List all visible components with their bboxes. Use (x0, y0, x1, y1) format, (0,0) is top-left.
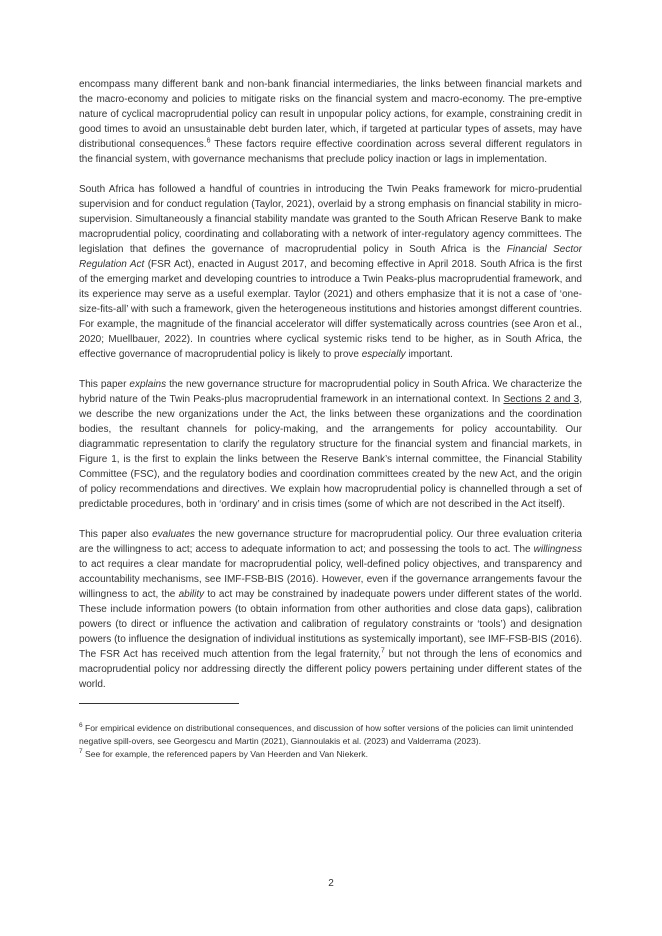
text-run: This paper also (79, 529, 153, 540)
italic-text: willingness (533, 544, 582, 555)
section-cross-reference-link[interactable]: Sections 2 and 3 (503, 394, 580, 405)
footnote-separator (79, 703, 239, 704)
text-run: These factors require effective coordination across several different regulators in the financial system, with governance mechanisms that preclude policy inaction or lags in implementation. (79, 139, 583, 165)
text-run: South Africa has followed a handful of countries in introducing the Twin Peaks framework for micro-prudential supervision and for conduct regulation (Taylor, 2021), overlaid by a strong emphasis on financial stability in micro-supervision. Simultaneously a financial stability mandate was granted to the South African Reserve Bank to make macroprudential policy, coordinating and collaborating with a network of inter-regulatory agency committees. The legislation that defines the governance of macroprudential policy in South Africa is the (79, 184, 582, 255)
italic-text: evaluates (152, 529, 195, 540)
italic-text: ability (178, 589, 205, 600)
text-run: the new governance structure for macroprudential policy. Our three evaluation criteria are the willingness to act; access to adequate information to act; and possessing the tools to act. The (79, 529, 582, 555)
body-paragraph (79, 377, 582, 512)
text-run: the new governance structure for macroprudential policy in South Africa. We characterize the hybrid nature of the Twin Peaks-plus macroprudential framework in an international context. In (79, 379, 583, 405)
italic-text: especially (361, 349, 406, 360)
text-run: (FSR Act), enacted in August 2017, and becoming effective in April 2018. South Africa is the first of the emerging market and developing countries to introduce a Twin Peaks-plus macroprudential framework, and its experience may serve as a useful exemplar. Taylor (2021) and others emphasize that it is not a case of ‘one-size-fits-all’ with such a framework, given the heterogeneous institutions and histories amongst different countries. For example, the magnitude of the financial accelerator will differ systematically across countries (see Aron et al., 2020; Muellbauer, 2022). In countries where cyclical systemic risks tend to be higher, as in South Africa, the effective governance of macroprudential policy is likely to prove (79, 259, 583, 360)
text-run: important. (405, 349, 453, 360)
footnotes-section (79, 722, 582, 761)
italic-text: Financial Sector Regulation Act (79, 244, 583, 270)
footnote-marker: 7 (79, 748, 83, 756)
text-run: but not through the lens of economics and macroprudential policy nor addressing directly the different policy powers pertaining under different states of the world. (79, 649, 582, 690)
footnote (79, 748, 582, 761)
footnote-marker: 6 (79, 722, 83, 730)
footnote-marker: 6 (206, 137, 211, 145)
text-run: See for example, the referenced papers by Van Heerden and Van Niekerk. (82, 749, 368, 759)
text-run: encompass many different bank and non-bank financial intermediaries, the links between financial markets and the macro-economy and policies to mitigate risks on the financial system and macro-economy. The pre-emptive nature of cyclical macroprudential policy can result in unpopular policy actions, for example, constraining credit in good times to avoid an unsustainable debt burden later, which, if targeted at particular types of assets, may have distributional consequences. (79, 79, 582, 150)
text-run: to act requires a clear mandate for macroprudential policy, well-defined policy objectives, and transparency and accountability mechanisms, see IMF-FSB-BIS (2016). However, even if the governance arrangements favour the willingness to act, the (79, 559, 582, 600)
text-run: This paper (79, 379, 130, 390)
italic-text: explains (129, 379, 167, 390)
body-paragraph (79, 527, 582, 692)
text-run: For empirical evidence on distributional consequences, and discussion of how softer versions of the policies can limit unintended negative spill-overs, see Georgescu and Martin (2021), Giannoulakis et al. (2023) and Valderrama (2023). (79, 723, 574, 746)
page-number: 2 (328, 878, 334, 889)
page-body (79, 77, 582, 692)
footnote (79, 722, 582, 748)
body-paragraph (79, 182, 582, 362)
text-run: to act may be constrained by inadequate powers under different states of the world. These include information powers (to obtain information from other authorities and close data gaps), calibration powers (to direct or influence the activation and calibration of regulatory constraints or ‘tools’) and designation powers (to influence the designation of individual institutions as systemically important), see IMF-FSB-BIS (2016). The FSR Act has received much attention from the legal fraternity, (79, 589, 582, 660)
text-run: , we describe the new organizations under the Act, the links between these organizations and the coordination bodies, the resultant channels for policy-making, and the arrangements for policy accountability. Our diagrammatic representation to clarify the regulatory structure for the financial system and financial markets, in Figure 1, is the first to explain the links between the Reserve Bank’s internal committee, the Financial Stability Committee (FSC), and the regulatory bodies and coordination committees created by the new Act, and the origin of policy recommendations and directives. We explain how macroprudential policy is channelled through a set of predictable procedures, both in ‘ordinary’ and in crisis times (some of which are not described in the Act itself). (79, 394, 582, 510)
footnote-marker: 7 (380, 647, 385, 655)
body-paragraph (79, 77, 582, 167)
